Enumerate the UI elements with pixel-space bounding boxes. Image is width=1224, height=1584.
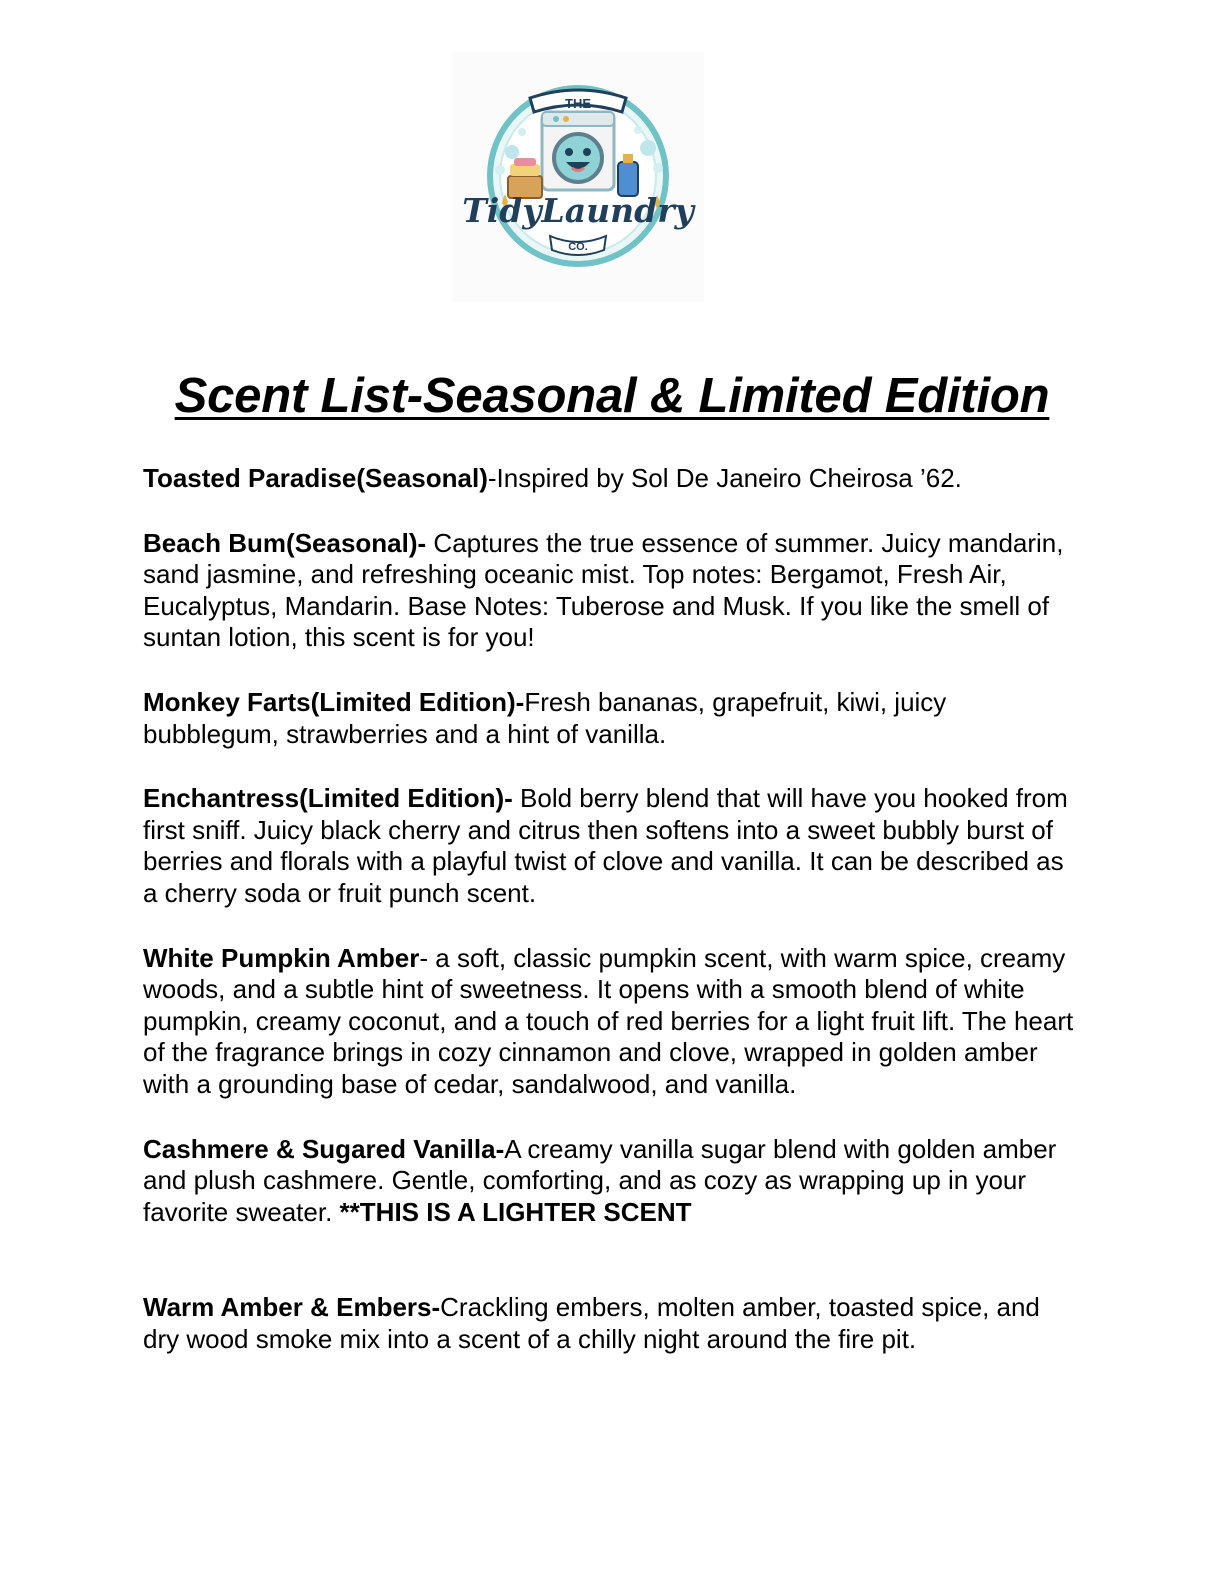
- scent-entry-enchantress: [143, 783, 1078, 909]
- scent-name: Monkey Farts(Limited Edition)-: [143, 686, 525, 717]
- scent-entry-monkey-farts: [143, 687, 1078, 750]
- scent-list: [143, 463, 1078, 1388]
- scent-name: Beach Bum(Seasonal)-: [143, 527, 427, 558]
- scent-name: Cashmere & Sugared Vanilla-: [143, 1133, 505, 1164]
- logo-top-text: THE: [565, 96, 591, 111]
- scent-entry-toasted-paradise: [143, 463, 1078, 495]
- page-title: Scent List-Seasonal & Limited Edition: [174, 369, 1050, 423]
- scent-entry-cashmere-sugared-vanilla: [143, 1134, 1078, 1229]
- scent-name: Toasted Paradise(Seasonal): [143, 463, 488, 493]
- scent-entry-beach-bum: [143, 528, 1078, 654]
- scent-description: Bold berry blend that will have you hooked from first sniff. Juicy black cherry and citrus then softens into a sweet bubbly burst of berries and florals with a playful twist of clove and vanilla. It can be described as a cherry soda or fruit punch scent.: [143, 783, 1068, 908]
- scent-name: Enchantress(Limited Edition)-: [143, 783, 513, 814]
- logo: [452, 52, 704, 302]
- logo-bottom-text: CO.: [568, 241, 588, 253]
- scent-description: - a soft, classic pumpkin scent, with warm spice, creamy woods, and a subtle hint of sweetness. It opens with a smooth blend of white pumpkin, creamy coconut, and a touch of red berries for a light fruit lift. The heart of the fragrance brings in cozy cinnamon and clove, wrapped in golden amber with a grounding base of cedar, sandalwood, and vanilla.: [143, 942, 1074, 1099]
- scent-entry-white-pumpkin-amber: [143, 943, 1078, 1101]
- scent-description: Crackling embers, molten amber, toasted spice, and dry wood smoke mix into a scent of a chilly night around the fire pit.: [143, 1292, 1040, 1354]
- logo-brand-text: TidyLaundry: [462, 191, 694, 230]
- scent-description: A creamy vanilla sugar blend with golden amber and plush cashmere. Gentle, comforting, and as cozy as wrapping up in your favorite sweater.: [143, 1133, 1057, 1227]
- scent-description: Captures the true essence of summer. Juicy mandarin, sand jasmine, and refreshing oceanic mist. Top notes: Bergamot, Fresh Air, Eucalyptus, Mandarin. Base Notes: Tuberose and Musk. If you like the smell of suntan lotion, this scent is for you!: [143, 527, 1064, 653]
- scent-name: White Pumpkin Amber: [143, 942, 420, 973]
- scent-description: -Inspired by Sol De Janeiro Cheirosa ’62.: [487, 463, 962, 493]
- scent-note: **THIS IS A LIGHTER SCENT: [339, 1196, 692, 1227]
- washing-machine-mascot-icon: [452, 52, 704, 302]
- scent-entry-warm-amber-embers: [143, 1292, 1078, 1355]
- scent-name: Warm Amber & Embers-: [143, 1292, 441, 1323]
- scent-description: Fresh bananas, grapefruit, kiwi, juicy bubblegum, strawberries and a hint of vanilla.: [143, 686, 947, 749]
